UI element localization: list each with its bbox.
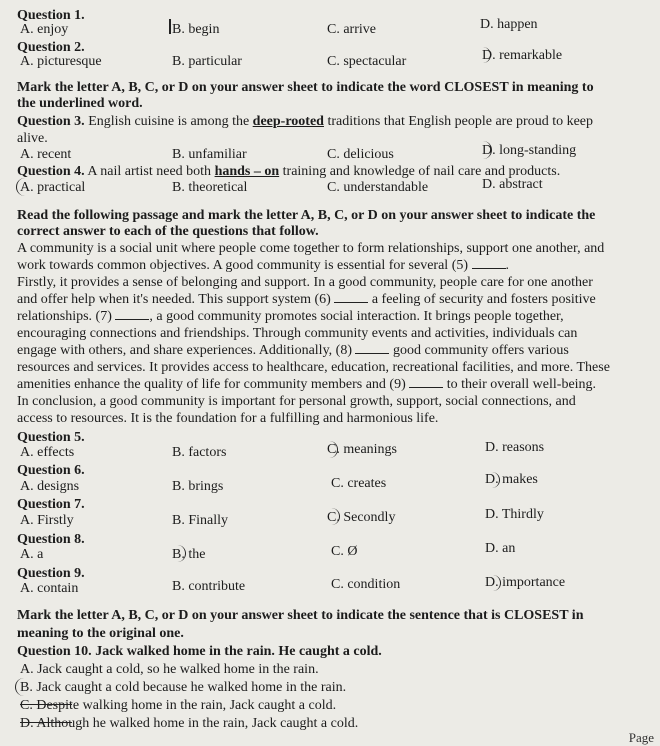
q3-option-c: C. delicious — [327, 147, 394, 162]
q10-option-c: C. Despite walking home in the rain, Jack caught a cold. — [20, 698, 337, 713]
passage-line-7-b: good community offers various — [389, 343, 569, 358]
q6-option-b: B. brings — [172, 479, 224, 494]
q9-option-d: D. importance — [485, 575, 566, 590]
q3-option-d: D. long-standing — [482, 143, 577, 158]
blank-9 — [409, 377, 443, 388]
q8-option-a: A. a — [20, 547, 44, 562]
blank-6 — [334, 292, 368, 303]
question-6-header: Question 6. — [17, 463, 85, 478]
q5-option-b: B. factors — [172, 445, 227, 460]
question-9-header: Question 9. — [17, 566, 85, 581]
q4-stem-post: training and knowledge of nail care and products. — [279, 164, 561, 179]
q3-underlined-word: deep-rooted — [252, 114, 324, 129]
passage-line-7-a: engage with others, and share experiences. Additionally, (8) — [17, 343, 356, 358]
q4-option-b: B. theoretical — [172, 180, 248, 195]
q1-option-c: C. arrive — [327, 22, 376, 37]
question-3-label: Question 3. — [17, 114, 85, 129]
question-10-label: Question 10. — [17, 644, 92, 659]
q7-option-a: A. Firstly — [20, 513, 74, 528]
passage-line-4-b: a feeling of security and fosters positive — [368, 292, 596, 307]
q7-option-c: C. Secondly — [327, 510, 396, 525]
q2-option-c: C. spectacular — [327, 54, 407, 69]
instruction-3-line-1: Mark the letter A, B, C, or D on your answer sheet to indicate the sentence that is CLOSEST in — [17, 608, 584, 623]
q10-option-b: B. Jack caught a cold because he walked home in the rain. — [20, 680, 347, 695]
passage-line-4 — [17, 292, 596, 308]
q9-option-b: B. contribute — [172, 579, 246, 594]
q9-option-c: C. condition — [331, 577, 401, 592]
question-5-header: Question 5. — [17, 430, 85, 445]
q4-option-c: C. understandable — [327, 180, 429, 195]
q5-option-a: A. effects — [20, 445, 75, 460]
instruction-1-line-1: Mark the letter A, B, C, or D on your answer sheet to indicate the word CLOSEST in meaning to — [17, 80, 594, 95]
q10-option-d: D. Although he walked home in the rain, Jack caught a cold. — [20, 716, 359, 731]
passage-line-7 — [17, 343, 569, 359]
q10-option-a: A. Jack caught a cold, so he walked home in the rain. — [20, 662, 319, 677]
passage-line-9-a: amenities enhance the quality of life for community members and (9) — [17, 377, 410, 392]
q4-selected-mark — [16, 178, 31, 196]
blank-7 — [115, 309, 149, 320]
page-footer-label: Page — [628, 730, 654, 745]
q1-option-b: B. begin — [172, 22, 220, 37]
q3-stem-post: traditions that English people are proud to keep — [323, 114, 594, 129]
passage-line-5-b: , a good community promotes social interaction. It brings people together, — [149, 309, 564, 324]
question-10-sentence: Jack walked home in the rain. He caught a cold. — [91, 644, 382, 659]
q4-stem-pre: A nail artist need both — [84, 164, 215, 179]
passage-line-5-a: relationships. (7) — [17, 309, 116, 324]
passage-line-4-a: and offer help when it's needed. This support system (6) — [17, 292, 335, 307]
q4-option-d: D. abstract — [482, 177, 543, 192]
q3-option-b: B. unfamiliar — [172, 147, 247, 162]
q8-option-b: B. the — [172, 547, 206, 562]
blank-5 — [472, 258, 506, 269]
passage-line-11: access to resources. It is the foundation for a fulfilling and harmonious life. — [17, 411, 439, 426]
q10-selected-mark — [15, 678, 30, 696]
q3-stem-pre: English cuisine is among the — [84, 114, 253, 129]
passage-line-3: Firstly, it provides a sense of belonging and support. In a good community, people care for one another — [17, 275, 593, 290]
q7-option-b: B. Finally — [172, 513, 229, 528]
question-2-header: Question 2. — [17, 40, 85, 55]
q10-option-d-strike — [20, 722, 72, 723]
question-10-stem — [17, 644, 382, 660]
q9-option-a: A. contain — [20, 581, 79, 596]
instruction-3-line-2: meaning to the original one. — [17, 626, 184, 641]
question-3-stem-line-2: alive. — [17, 131, 48, 146]
q5-option-c: C. meanings — [327, 442, 397, 457]
q10-option-c-strike — [20, 704, 72, 705]
passage-line-2-text: work towards common objectives. A good community is essential for several (5) — [17, 258, 472, 273]
q3-option-a: A. recent — [20, 147, 72, 162]
q2-option-b: B. particular — [172, 54, 242, 69]
question-4-stem — [17, 164, 560, 180]
q6-option-d: D. makes — [485, 472, 538, 487]
q1-option-d: D. happen — [480, 17, 538, 32]
question-1-header: Question 1. — [17, 8, 85, 23]
instruction-2-line-2: correct answer to each of the questions that follow. — [17, 224, 319, 239]
passage-line-9-b: to their overall well-being. — [443, 377, 597, 392]
passage-line-9 — [17, 377, 596, 393]
q4-underlined-word: hands – on — [214, 164, 280, 179]
q8-option-d: D. an — [485, 541, 516, 556]
instruction-2-line-1: Read the following passage and mark the letter A, B, C, or D on your answer sheet to indicate the — [17, 208, 596, 223]
q1-selected-mark — [169, 19, 182, 34]
q5-option-d: D. reasons — [485, 440, 545, 455]
passage-line-5 — [17, 309, 564, 325]
q6-option-c: C. creates — [331, 476, 387, 491]
passage-line-6: encouraging connections and friendships. Through community events and activities, individuals can — [17, 326, 578, 341]
q7-option-d: D. Thirdly — [485, 507, 544, 522]
blank-8 — [355, 343, 389, 354]
q2-option-a: A. picturesque — [20, 54, 102, 69]
question-4-label: Question 4. — [17, 164, 85, 179]
passage-line-10: In conclusion, a good community is important for personal growth, support, social connections, and — [17, 394, 576, 409]
q1-option-a: A. enjoy — [20, 22, 69, 37]
q8-option-c: C. Ø — [331, 544, 358, 559]
question-7-header: Question 7. — [17, 497, 85, 512]
passage-line-8: resources and services. It provides access to healthcare, education, recreational facilities, and more. These — [17, 360, 610, 375]
q2-option-d: D. remarkable — [482, 48, 563, 63]
q4-option-a: A. practical — [20, 180, 86, 195]
passage-line-2 — [17, 258, 509, 274]
question-8-header: Question 8. — [17, 532, 85, 547]
instruction-1-line-2: the underlined word. — [17, 96, 143, 111]
question-3-stem — [17, 114, 593, 130]
passage-line-1: A community is a social unit where people come together to form relationships, support one another, and — [17, 241, 605, 256]
passage-line-2-end: . — [505, 258, 510, 273]
q6-option-a: A. designs — [20, 479, 80, 494]
